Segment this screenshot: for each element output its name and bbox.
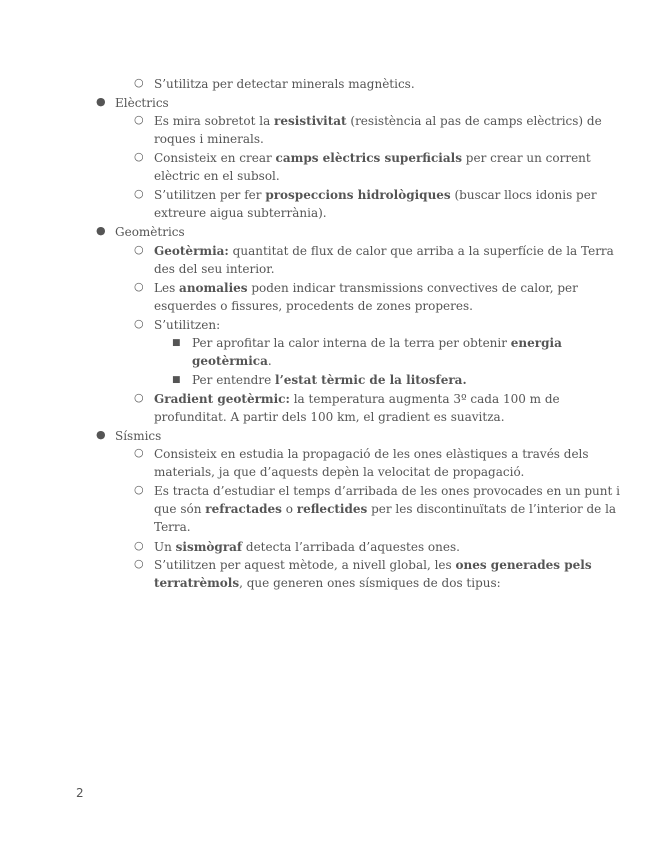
sublist-item: Per aprofitar la calor interna de la terra per obtenir energia <box>192 336 562 350</box>
circle-bullet-icon: ○ <box>134 150 144 163</box>
list-item-continuation: Terra. <box>154 520 191 534</box>
circle-bullet-icon: ○ <box>134 317 144 330</box>
list-item: Consisteix en crear camps elèctrics superficials per crear un corrent <box>154 151 591 165</box>
circle-bullet-icon: ○ <box>134 280 144 293</box>
list-item-continuation: extreure aigua subterrània). <box>154 206 327 220</box>
circle-bullet-icon: ○ <box>134 539 144 552</box>
section-heading-sismics: Sísmics <box>115 429 162 443</box>
sublist-item-continuation: geotèrmica. <box>192 354 272 368</box>
list-item: Es mira sobretot la resistivitat (resistència al pas de camps elèctrics) de <box>154 114 602 128</box>
disc-bullet-icon: ● <box>96 428 106 441</box>
square-bullet-icon: ■ <box>172 375 181 385</box>
circle-bullet-icon: ○ <box>134 391 144 404</box>
list-item: Les anomalies poden indicar transmissions convectives de calor, per <box>154 281 578 295</box>
list-item: S’utilitzen per aquest mètode, a nivell global, les ones generades pels <box>154 558 592 572</box>
sublist-item: Per entendre l’estat tèrmic de la litosfera. <box>192 373 467 387</box>
list-item-continuation: elèctric en el subsol. <box>154 169 280 183</box>
list-item: S’utilitzen: <box>154 318 221 332</box>
circle-bullet-icon: ○ <box>134 76 144 89</box>
circle-bullet-icon: ○ <box>134 446 144 459</box>
disc-bullet-icon: ● <box>96 95 106 108</box>
list-item-continuation: roques i minerals. <box>154 132 264 146</box>
list-item: Consisteix en estudia la propagació de les ones elàstiques a través dels <box>154 447 589 461</box>
circle-bullet-icon: ○ <box>134 113 144 126</box>
list-item: Geotèrmia: quantitat de flux de calor que arriba a la superfície de la Terra <box>154 244 614 258</box>
list-item-continuation: materials, ja que d’aquests depèn la velocitat de propagació. <box>154 465 525 479</box>
circle-bullet-icon: ○ <box>134 243 144 256</box>
circle-bullet-icon: ○ <box>134 483 144 496</box>
list-item: S’utilitzen per fer prospeccions hidrològiques (buscar llocs idonis per <box>154 188 597 202</box>
page-number: 2 <box>76 786 84 800</box>
disc-bullet-icon: ● <box>96 224 106 237</box>
square-bullet-icon: ■ <box>172 338 181 348</box>
list-item-continuation: terratrèmols, que generen ones sísmiques de dos tipus: <box>154 576 501 590</box>
circle-bullet-icon: ○ <box>134 557 144 570</box>
list-item-continuation: esquerdes o fissures, procedents de zones properes. <box>154 299 473 313</box>
list-item-continuation: des del seu interior. <box>154 262 275 276</box>
list-item-continuation: profunditat. A partir dels 100 km, el gradient es suavitza. <box>154 410 505 424</box>
list-item-continuation: que són refractades o reflectides per les discontinuïtats de l’interior de la <box>154 502 617 516</box>
list-item: S’utilitza per detectar minerals magnètics. <box>154 77 415 91</box>
list-item: Es tracta d’estudiar el temps d’arribada de les ones provocades en un punt i <box>154 484 620 498</box>
list-item: Gradient geotèrmic: la temperatura augmenta 3º cada 100 m de <box>154 392 560 406</box>
section-heading-geometrics: Geomètrics <box>115 225 185 239</box>
circle-bullet-icon: ○ <box>134 187 144 200</box>
section-heading-electrics: Elèctrics <box>115 96 169 110</box>
list-item: Un sismògraf detecta l’arribada d’aquestes ones. <box>154 540 460 554</box>
